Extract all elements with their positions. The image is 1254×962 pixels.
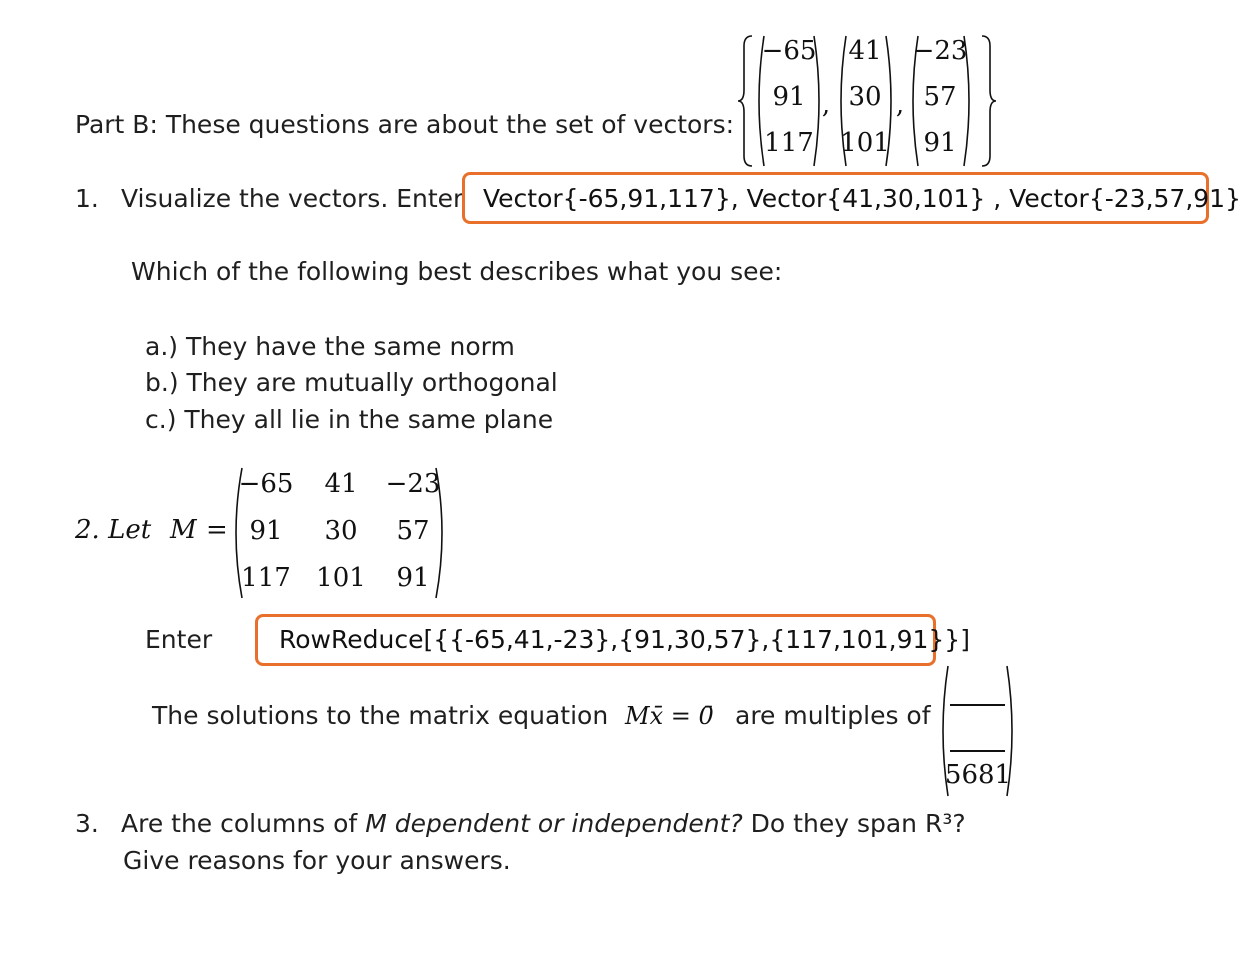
vector-2-entry: 41	[848, 36, 882, 66]
q2-multiples-text: are multiples of	[735, 701, 931, 730]
q2-enter-label: Enter	[145, 625, 213, 654]
answer-last-entry: 5681	[944, 760, 1012, 790]
vector-3-entry: 57	[923, 82, 957, 112]
q1-option-a: a.) They have the same norm	[145, 332, 515, 361]
q1-command[interactable]: Vector{-65,91,117}, Vector{41,30,101} , Vector{-23,57,91}	[483, 184, 1241, 213]
q3-number: 3.	[75, 809, 99, 838]
matrix-entry: 41	[324, 469, 358, 499]
vector-1-entry: 117	[764, 128, 814, 158]
answer-blank-2[interactable]	[950, 750, 1005, 752]
q2-matrix-name: M	[170, 515, 197, 545]
matrix-entry: 101	[316, 563, 366, 593]
vector-separator: ,	[821, 90, 831, 120]
q2-command[interactable]: RowReduce[{{-65,41,-23},{91,30,57},{117,101,91}}]	[279, 625, 970, 654]
vector-1-entry: 91	[772, 82, 806, 112]
q2-equals: =	[206, 515, 228, 545]
q1-number: 1.	[75, 184, 99, 213]
q1-option-b: b.) They are mutually orthogonal	[145, 368, 558, 397]
q1-option-c: c.) They all lie in the same plane	[145, 405, 554, 434]
q2-solutions-text: The solutions to the matrix equation	[152, 701, 609, 730]
matrix-entry: 91	[396, 563, 430, 593]
q2-label: 2. Let	[75, 515, 152, 545]
right-brace	[978, 34, 998, 168]
q2-equation: Mx̄ = 0̄	[625, 702, 714, 730]
matrix-entry: −65	[238, 469, 294, 499]
matrix-entry: 91	[249, 516, 283, 546]
matrix-entry: −23	[385, 469, 441, 499]
q3-line-1	[121, 809, 966, 838]
q3-italic-m: M	[365, 809, 387, 838]
vector-2-entry: 30	[848, 82, 882, 112]
matrix-entry: 57	[396, 516, 430, 546]
answer-blank-1[interactable]	[950, 704, 1005, 706]
vector-2-entry: 101	[840, 128, 890, 158]
matrix-entry: 30	[324, 516, 358, 546]
q1-text: Visualize the vectors. Enter	[121, 184, 464, 213]
q3-italic-text: dependent or independent?	[386, 809, 743, 838]
vector-3-entry: −23	[912, 36, 968, 66]
part-b-title: Part B: These questions are about the set of vectors:	[75, 110, 735, 139]
vector-3-entry: 91	[923, 128, 957, 158]
matrix-entry: 117	[241, 563, 291, 593]
vector-separator: ,	[895, 90, 905, 120]
q3-line-2: Give reasons for your answers.	[123, 846, 511, 875]
q3-text-after: Do they span R³?	[742, 809, 966, 838]
q1-prompt: Which of the following best describes what you see:	[131, 257, 783, 286]
vector-1-entry: −65	[761, 36, 817, 66]
q3-text-before: Are the columns of	[121, 809, 366, 838]
